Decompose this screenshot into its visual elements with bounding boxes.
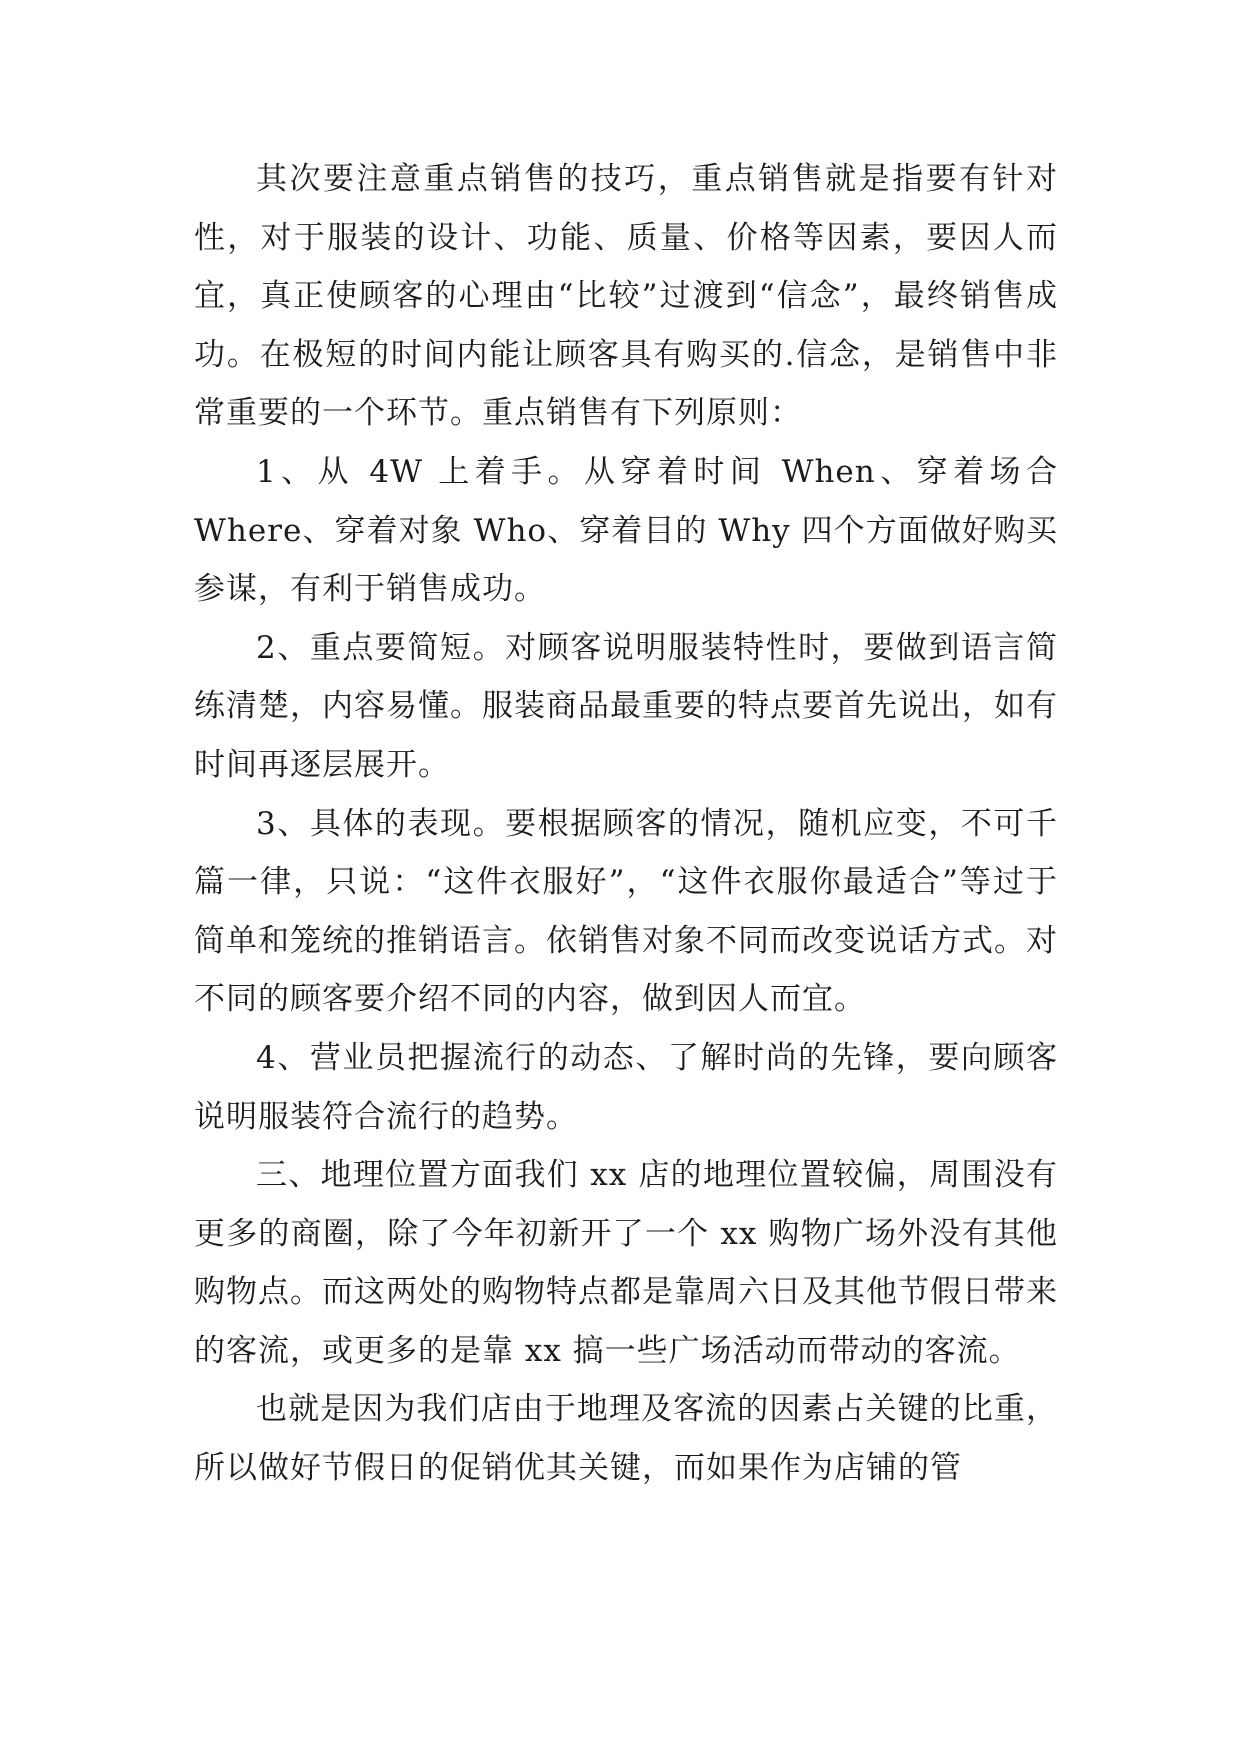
paragraph-holiday-promotion: 也就是因为我们店由于地理及客流的因素占关键的比重，所以做好节假日的促销优其关键，而如果作为店铺的管 (194, 1391, 1058, 1487)
paragraph-location: 三、地理位置方面我们 xx 店的地理位置较偏，周围没有更多的商圈，除了今年初新开了一个 xx 购物广场外没有其他购物点。而这两处的购物特点都是靠周六日及其他节假日带来的客流，或更多的是靠 xx 搞一些广场活动而带动的客流。 (194, 1157, 1058, 1369)
document-body (194, 150, 1058, 1498)
paragraph-principle-3: 3、具体的表现。要根据顾客的情况，随机应变，不可千篇一律，只说：“这件衣服好”，“这件衣服你最适合”等过于简单和笼统的推销语言。依销售对象不同而改变说话方式。对不同的顾客要介绍不同的内容，做到因人而宜。 (194, 805, 1058, 1018)
paragraph-sales-technique: 其次要注意重点销售的技巧，重点销售就是指要有针对性，对于服装的设计、功能、质量、价格等因素，要因人而宜，真正使顾客的心理由“比较”过渡到“信念”，最终销售成功。在极短的时间内能让顾客具有购买的.信念，是销售中非常重要的一个环节。重点销售有下列原则： (194, 161, 1058, 432)
paragraph-principle-2: 2、重点要简短。对顾客说明服装特性时，要做到语言简练清楚，内容易懂。服装商品最重要的特点要首先说出，如有时间再逐层展开。 (194, 629, 1058, 783)
paragraph-principle-4: 4、营业员把握流行的动态、了解时尚的先锋，要向顾客说明服装符合流行的趋势。 (194, 1039, 1058, 1135)
paragraph-principle-1: 1、从 4W 上着手。从穿着时间 When、穿着场合 Where、穿着对象 Who、穿着目的 Why 四个方面做好购买参谋，有利于销售成功。 (194, 453, 1058, 608)
